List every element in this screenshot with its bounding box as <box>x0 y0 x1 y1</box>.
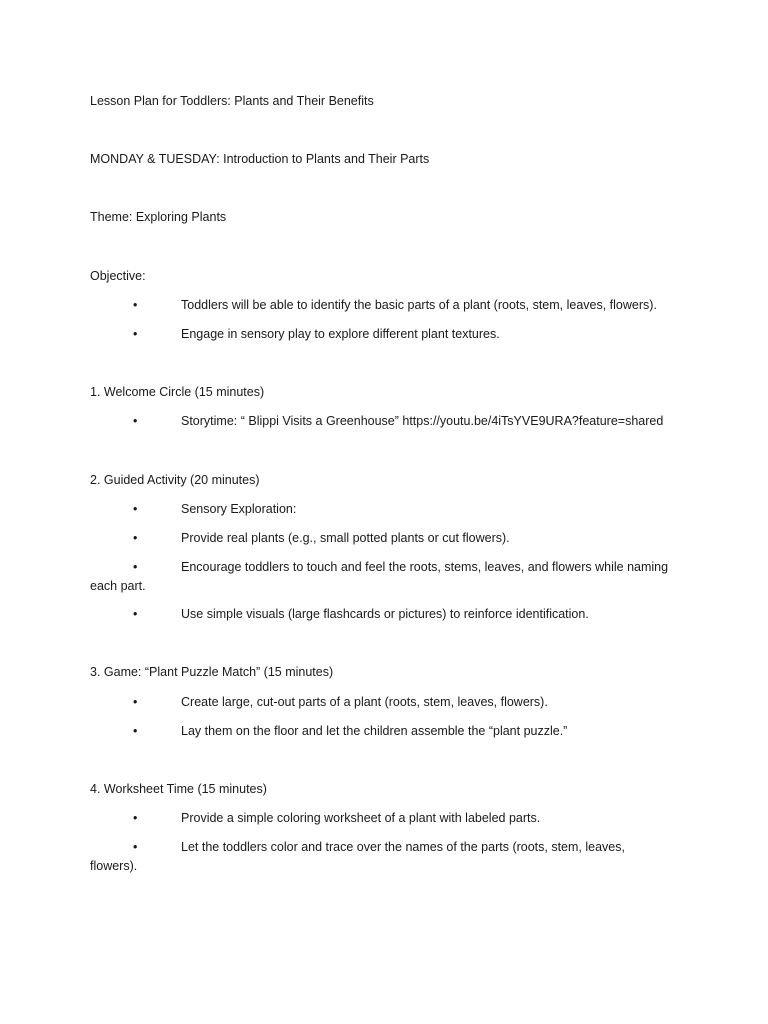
bullet-icon: • <box>133 502 138 516</box>
list-item-text-continued: flowers). <box>90 859 138 873</box>
section-heading-guided-activity: 2. Guided Activity (20 minutes) <box>90 473 260 487</box>
bullet-icon: • <box>133 695 138 709</box>
list-item-text-continued: each part. <box>90 579 146 593</box>
list-item <box>90 558 690 596</box>
list-item-text: Engage in sensory play to explore different plant textures. <box>181 327 500 341</box>
days-heading: MONDAY & TUESDAY: Introduction to Plants and Their Parts <box>90 152 430 166</box>
list-item-text: Provide real plants (e.g., small potted plants or cut flowers). <box>181 531 510 545</box>
bullet-icon: • <box>133 607 138 621</box>
list-item <box>90 838 690 876</box>
list-item-text: Let the toddlers color and trace over the names of the parts (roots, stem, leaves, <box>181 840 625 854</box>
list-item-text: Create large, cut-out parts of a plant (roots, stem, leaves, flowers). <box>181 695 548 709</box>
theme-line: Theme: Exploring Plants <box>90 210 227 224</box>
bullet-icon: • <box>133 560 138 574</box>
list-item-text: Use simple visuals (large flashcards or pictures) to reinforce identification. <box>181 607 589 621</box>
list-item-text: Encourage toddlers to touch and feel the roots, stems, leaves, and flowers while naming <box>181 560 669 574</box>
list-item-text: Toddlers will be able to identify the basic parts of a plant (roots, stem, leaves, flowers). <box>181 298 657 312</box>
storytime-link-text[interactable]: Storytime: “ Blippi Visits a Greenhouse” https://youtu.be/4iTsYVE9URA?feature=shared <box>181 414 664 428</box>
list-item-text: Lay them on the floor and let the children assemble the “plant puzzle.” <box>181 724 568 738</box>
bullet-icon: • <box>133 298 138 312</box>
section-heading-worksheet-time: 4. Worksheet Time (15 minutes) <box>90 782 267 796</box>
bullet-icon: • <box>133 840 138 854</box>
bullet-icon: • <box>133 327 138 341</box>
section-heading-welcome-circle: 1. Welcome Circle (15 minutes) <box>90 385 265 399</box>
objective-heading: Objective: <box>90 269 146 283</box>
bullet-icon: • <box>133 414 138 428</box>
bullet-icon: • <box>133 811 138 825</box>
bullet-icon: • <box>133 724 138 738</box>
list-item-text: Sensory Exploration: <box>181 502 297 516</box>
section-heading-game: 3. Game: “Plant Puzzle Match” (15 minutes) <box>90 665 334 679</box>
document-title: Lesson Plan for Toddlers: Plants and Their Benefits <box>90 94 374 108</box>
list-item-text: Provide a simple coloring worksheet of a plant with labeled parts. <box>181 811 541 825</box>
bullet-icon: • <box>133 531 138 545</box>
